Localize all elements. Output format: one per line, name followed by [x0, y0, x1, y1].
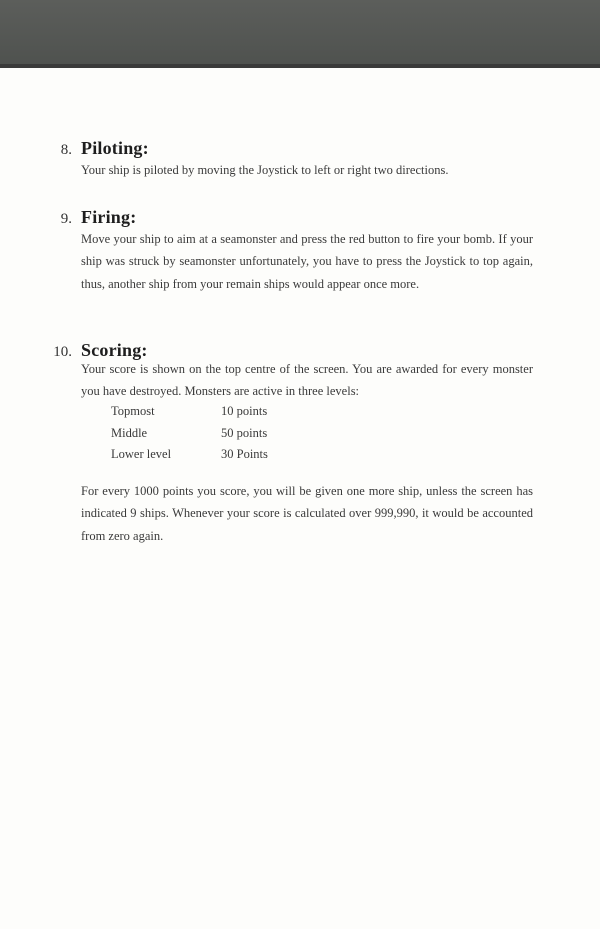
section-number: 10.	[53, 344, 72, 360]
section-body: Your ship is piloted by moving the Joystick to left or right two directions.	[81, 163, 449, 177]
level-points: 50 points	[221, 425, 268, 440]
section-body: Your score is shown on the top centre of the screen. You are awarded for every monster you have destroyed. Monsters are active in three levels:	[81, 362, 533, 399]
scoring-footer: For every 1000 points you score, you will be given one more ship, unless the screen has indicated 9 ships. Whenever your score is calculated over 999,990, it would be accounted from zero again.	[81, 484, 533, 543]
section-title: Firing:	[81, 207, 137, 227]
level-points: 30 Points	[221, 447, 268, 461]
header-rule	[0, 64, 600, 68]
level-name: Lower level	[111, 447, 172, 461]
level-name: Topmost	[111, 404, 155, 418]
section-number: 8.	[60, 142, 72, 158]
section-title: Piloting:	[81, 138, 149, 158]
section-number: 9.	[60, 211, 72, 227]
section-body: Move your ship to aim at a seamonster and press the red button to fire your bomb. If your ship was struck by seamonster unfortunately, you have to press the Joystick to top again, thus, another ship from your remain ships would appear once more.	[81, 232, 533, 291]
level-points: 10 points	[221, 404, 268, 418]
section-title: Scoring:	[81, 340, 148, 360]
level-name: Middle	[111, 425, 148, 440]
header-band	[0, 0, 600, 64]
